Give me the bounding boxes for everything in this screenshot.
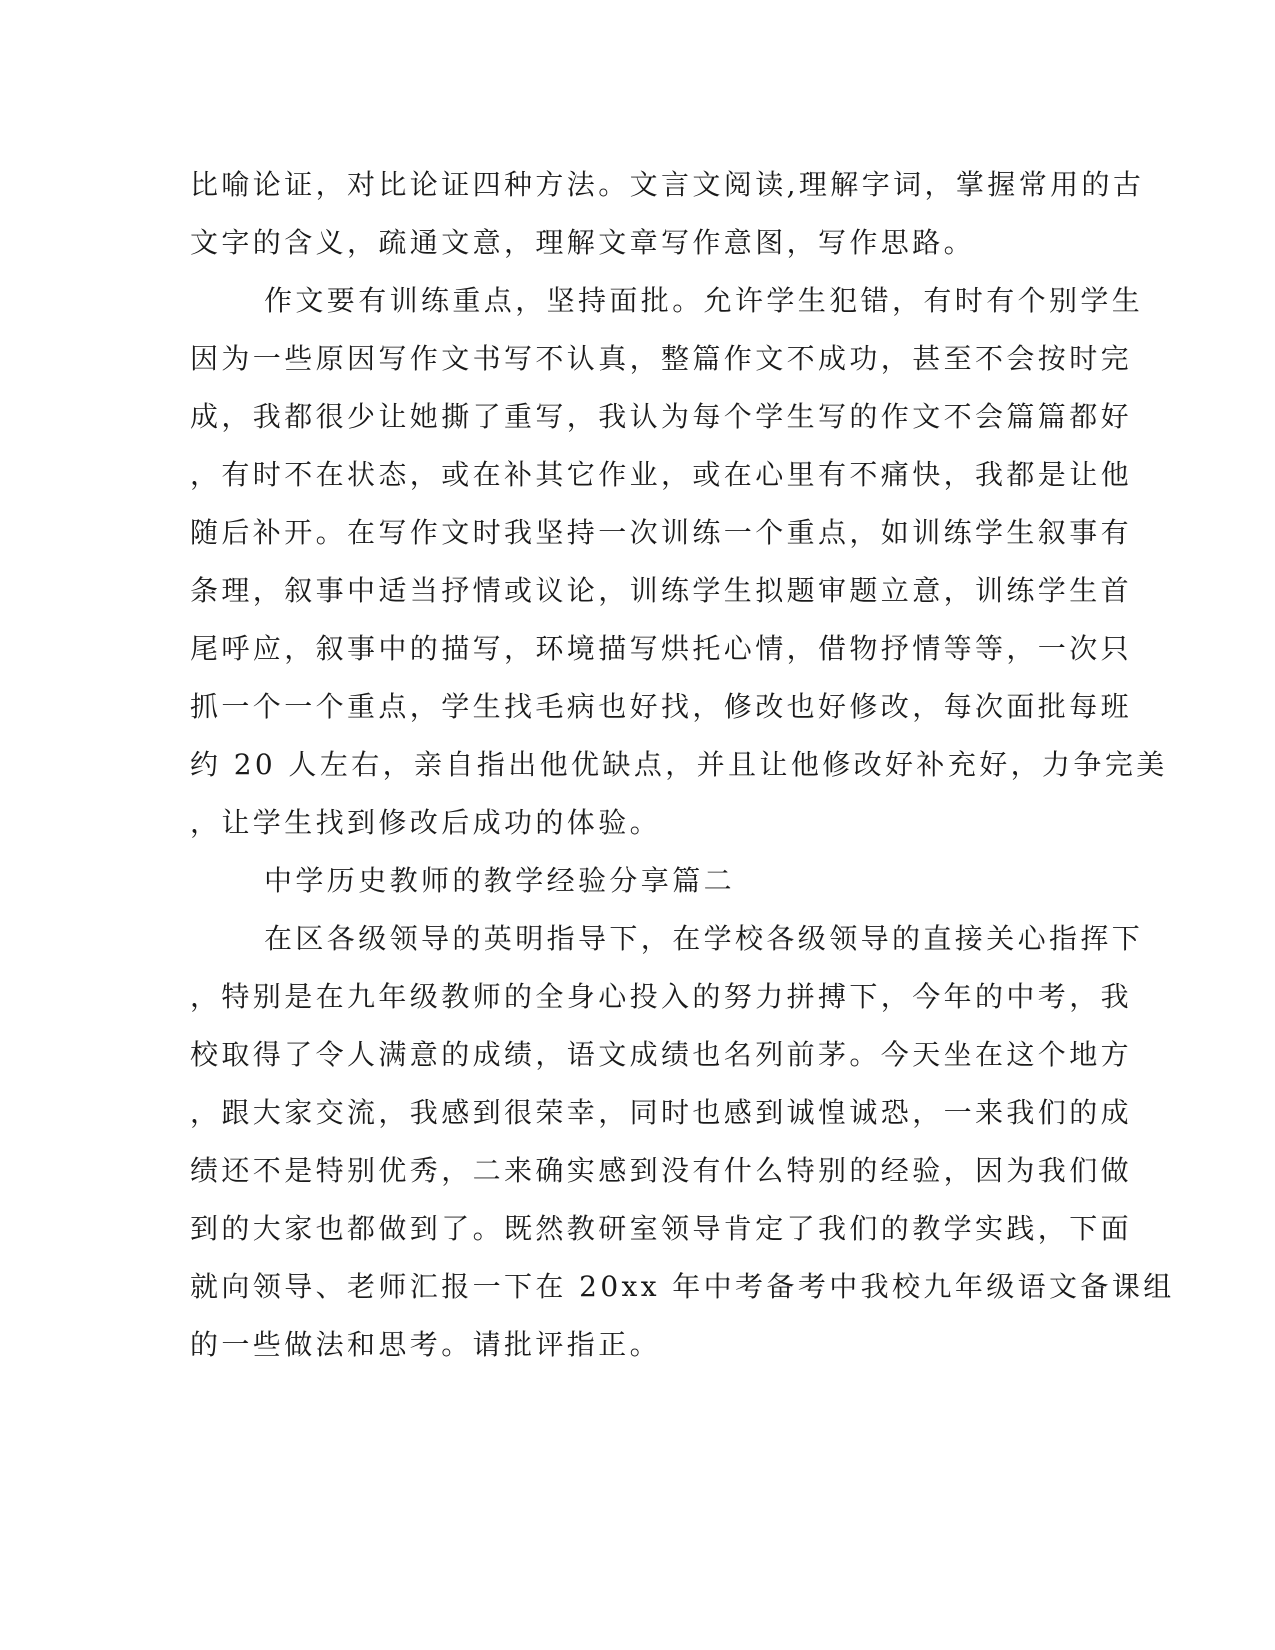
text-line: 比喻论证，对比论证四种方法。文言文阅读,理解字词，掌握常用的古 <box>190 168 1145 201</box>
text-line: ，让学生找到修改后成功的体验。 <box>190 806 662 839</box>
text-line: 绩还不是特别优秀，二来确实感到没有什么特别的经验，因为我们做 <box>190 1154 1133 1187</box>
text-line: 尾呼应，叙事中的描写，环境描写烘托心情，借物抒情等等，一次只 <box>190 632 1133 665</box>
text-line: ，特别是在九年级教师的全身心投入的努力拼搏下，今年的中考，我 <box>190 980 1133 1013</box>
text-line: 校取得了令人满意的成绩，语文成绩也名列前茅。今天坐在这个地方 <box>190 1038 1133 1071</box>
text-line: 随后补开。在写作文时我坚持一次训练一个重点，如训练学生叙事有 <box>190 516 1133 549</box>
paragraph-first-line: 作文要有训练重点，坚持面批。允许学生犯错，有时有个别学生 <box>264 284 1144 317</box>
text-line: 条理，叙事中适当抒情或议论，训练学生拟题审题立意，训练学生首 <box>190 574 1133 607</box>
text-line: 文字的含义，疏通文意，理解文章写作意图，写作思路。 <box>190 226 976 259</box>
text-line: 就向领导、老师汇报一下在 20xx 年中考备考中我校九年级语文备课组 <box>190 1270 1175 1303</box>
text-line: 因为一些原因写作文书写不认真，整篇作文不成功，甚至不会按时完 <box>190 342 1133 375</box>
text-line: 的一些做法和思考。请批评指正。 <box>190 1328 662 1361</box>
text-line: ，有时不在状态，或在补其它作业，或在心里有不痛快，我都是让他 <box>190 458 1133 491</box>
section-heading: 中学历史教师的教学经验分享篇二 <box>264 864 736 897</box>
paragraph-first-line: 在区各级领导的英明指导下，在学校各级领导的直接关心指挥下 <box>264 922 1144 955</box>
text-line: 约 20 人左右，亲自指出他优缺点，并且让他修改好补充好，力争完美 <box>190 748 1168 781</box>
text-line: ，跟大家交流，我感到很荣幸，同时也感到诚惶诚恐，一来我们的成 <box>190 1096 1133 1129</box>
text-line: 到的大家也都做到了。既然教研室领导肯定了我们的教学实践，下面 <box>190 1212 1133 1245</box>
text-line: 成，我都很少让她撕了重写，我认为每个学生写的作文不会篇篇都好 <box>190 400 1133 433</box>
text-line: 抓一个一个重点，学生找毛病也好找，修改也好修改，每次面批每班 <box>190 690 1133 723</box>
